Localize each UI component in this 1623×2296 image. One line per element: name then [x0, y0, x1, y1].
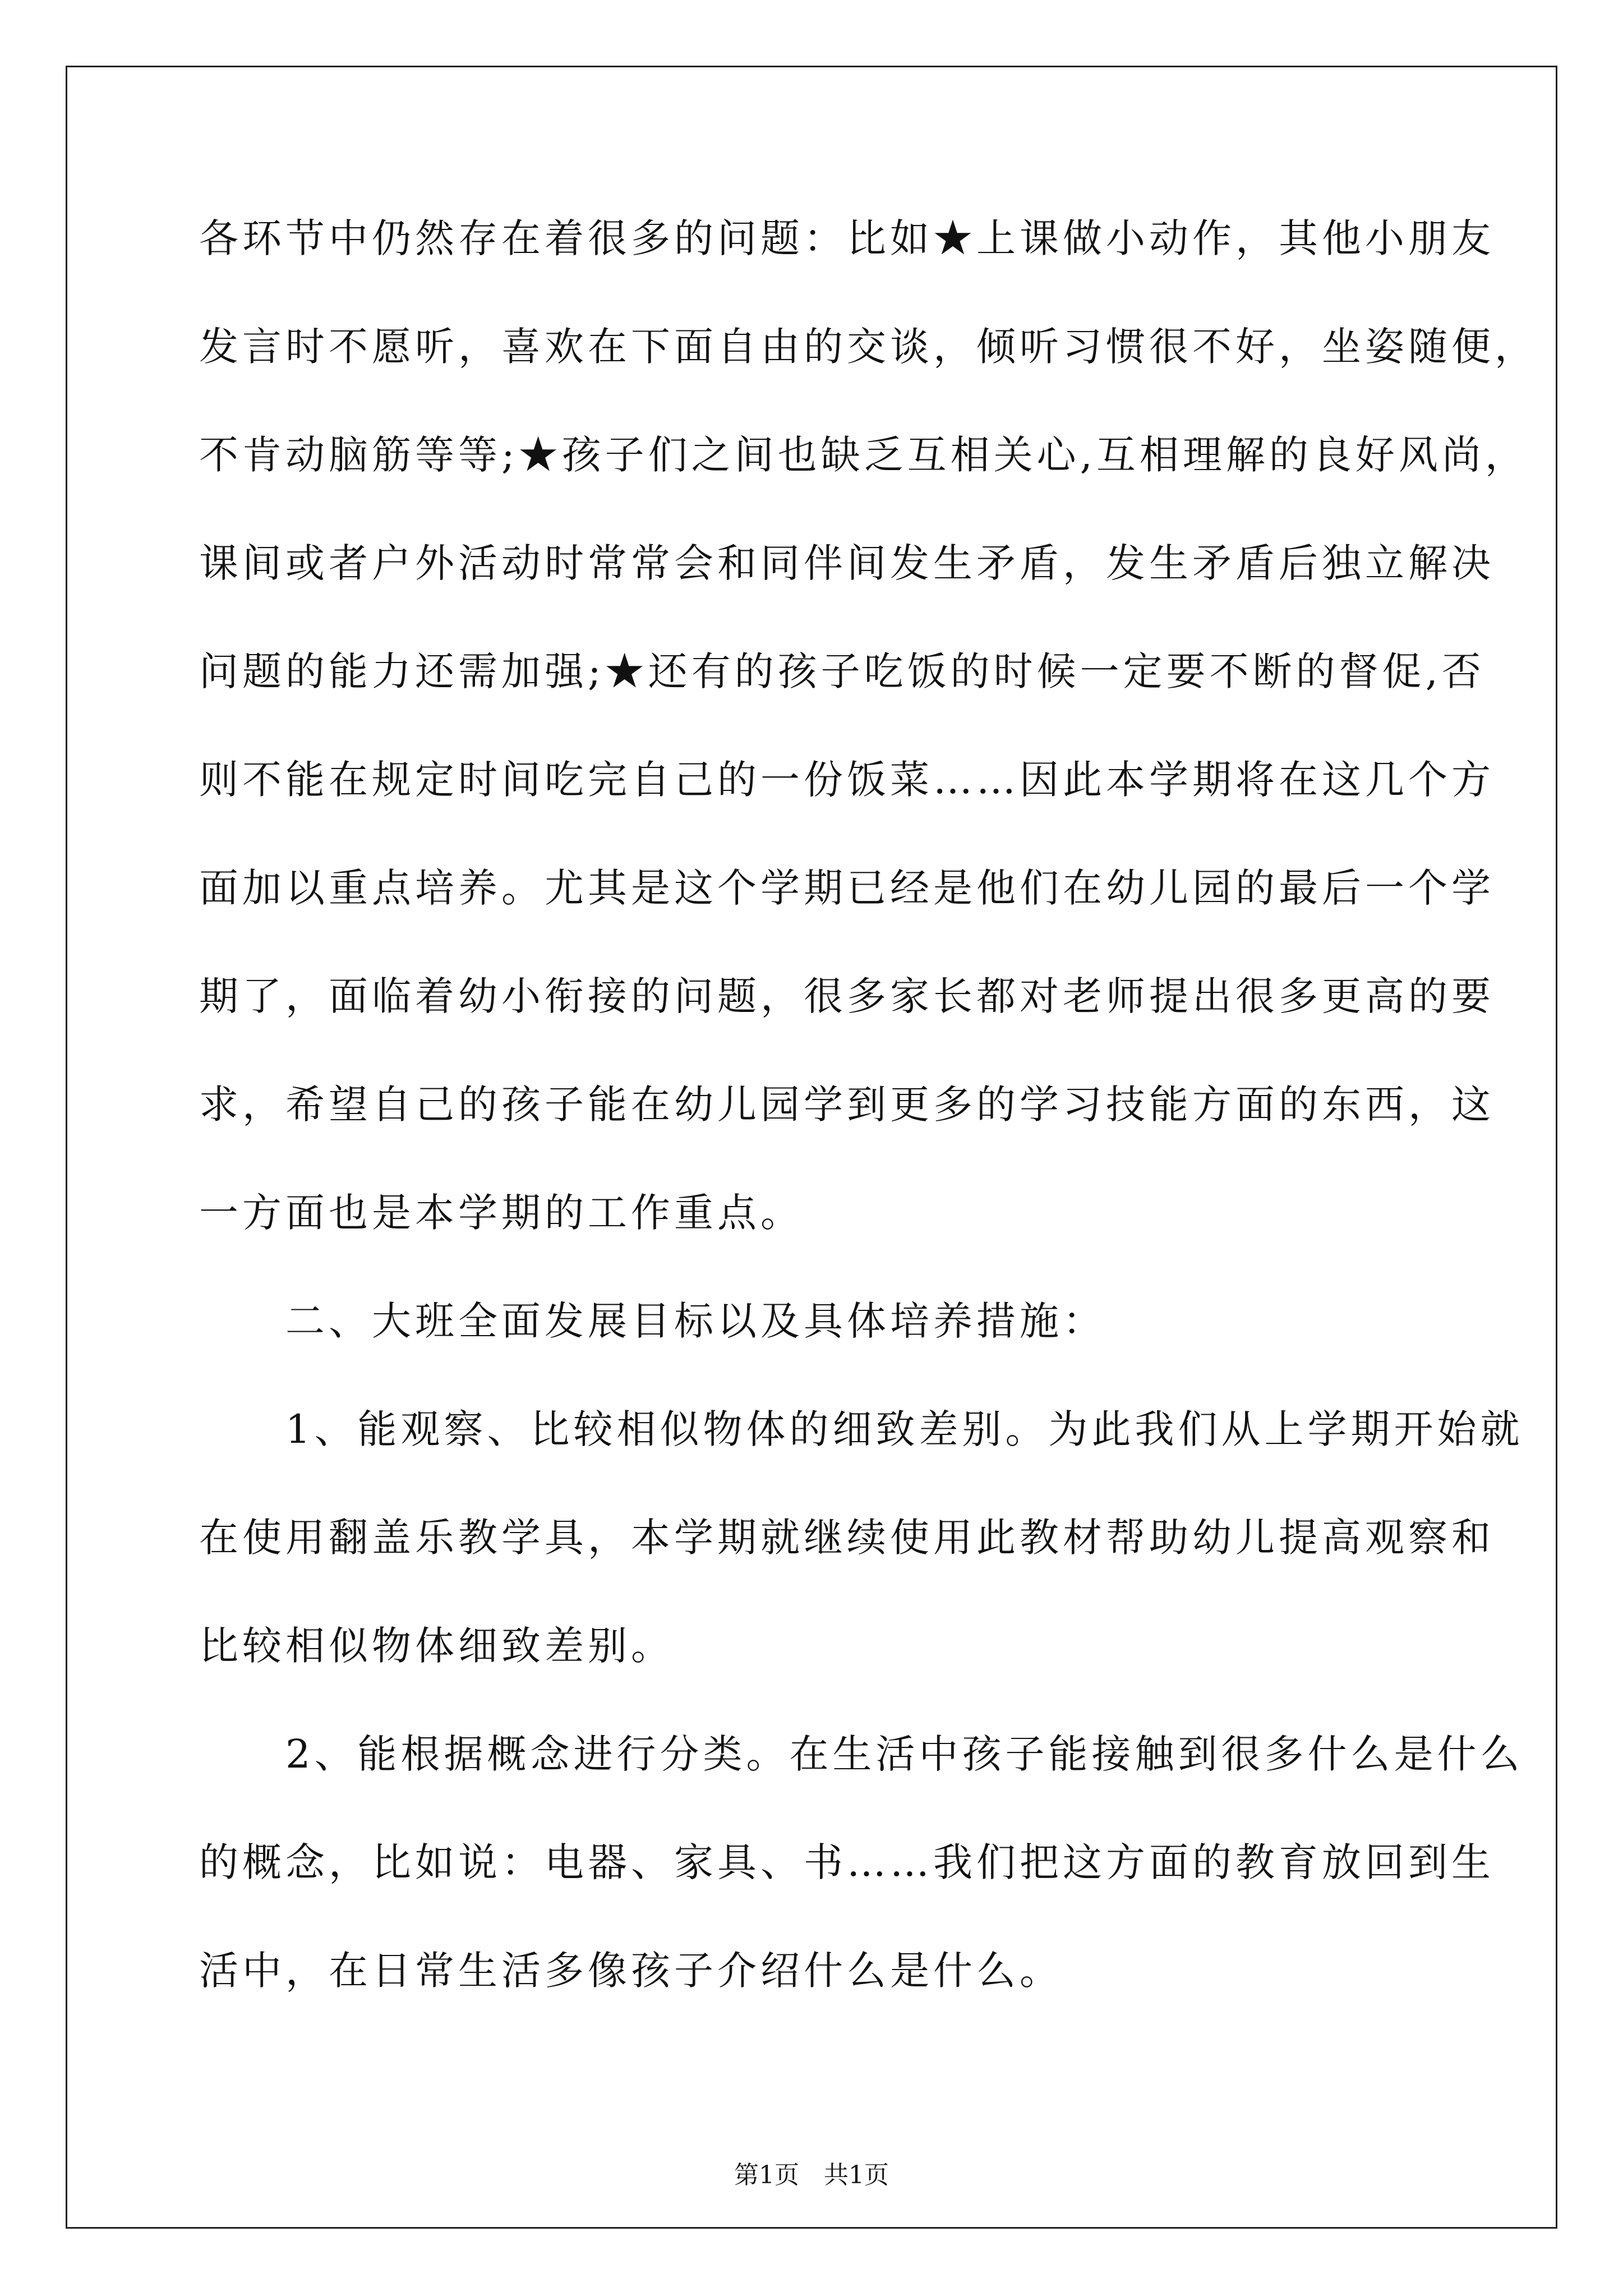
- page-footer: 第1页 共1页: [734, 2161, 889, 2189]
- text-line-6: 则不能在规定时间吃完自己的一份饭菜……因此本学期将在这几个方: [199, 757, 1495, 803]
- page-border: [66, 66, 1557, 2229]
- text-line-4: 课间或者户外活动时常常会和同伴间发生矛盾，发生矛盾后独立解决: [199, 540, 1495, 586]
- text-line-16: 的概念，比如说：电器、家具、书……我们把这方面的教育放回到生: [199, 1839, 1495, 1885]
- text-line-9: 求，希望自己的孩子能在幼儿园学到更多的学习技能方面的东西，这: [199, 1082, 1495, 1128]
- section-heading: 二、大班全面发展目标以及具体培养措施：: [199, 1298, 1106, 1344]
- text-line-3: 不肯动脑筋等等;★孩子们之间也缺乏互相关心,互相理解的良好风尚，: [199, 432, 1528, 478]
- text-line-12: 1、能观察、比较相似物体的细致差别。为此我们从上学期开始就: [199, 1406, 1524, 1452]
- text-line-10: 一方面也是本学期的工作重点。: [199, 1190, 804, 1236]
- text-line-8: 期了，面临着幼小衔接的问题，很多家长都对老师提出很多更高的要: [199, 973, 1495, 1019]
- text-line-14: 比较相似物体细致差别。: [199, 1623, 674, 1669]
- text-line-17: 活中，在日常生活多像孩子介绍什么是什么。: [199, 1948, 1063, 1994]
- text-line-13: 在使用翻盖乐教学具，本学期就继续使用此教材帮助幼儿提高观察和: [199, 1515, 1495, 1561]
- text-line-7: 面加以重点培养。尤其是这个学期已经是他们在幼儿园的最后一个学: [199, 865, 1495, 911]
- text-line-5: 问题的能力还需加强;★还有的孩子吃饭的时候一定要不断的督促,否: [199, 648, 1485, 694]
- text-line-15: 2、能根据概念进行分类。在生活中孩子能接触到很多什么是什么: [199, 1731, 1524, 1777]
- text-line-2: 发言时不愿听，喜欢在下面自由的交谈，倾听习惯很不好，坐姿随便，: [199, 324, 1538, 370]
- text-line-1: 各环节中仍然存在着很多的问题：比如★上课做小动作，其他小朋友: [199, 215, 1495, 261]
